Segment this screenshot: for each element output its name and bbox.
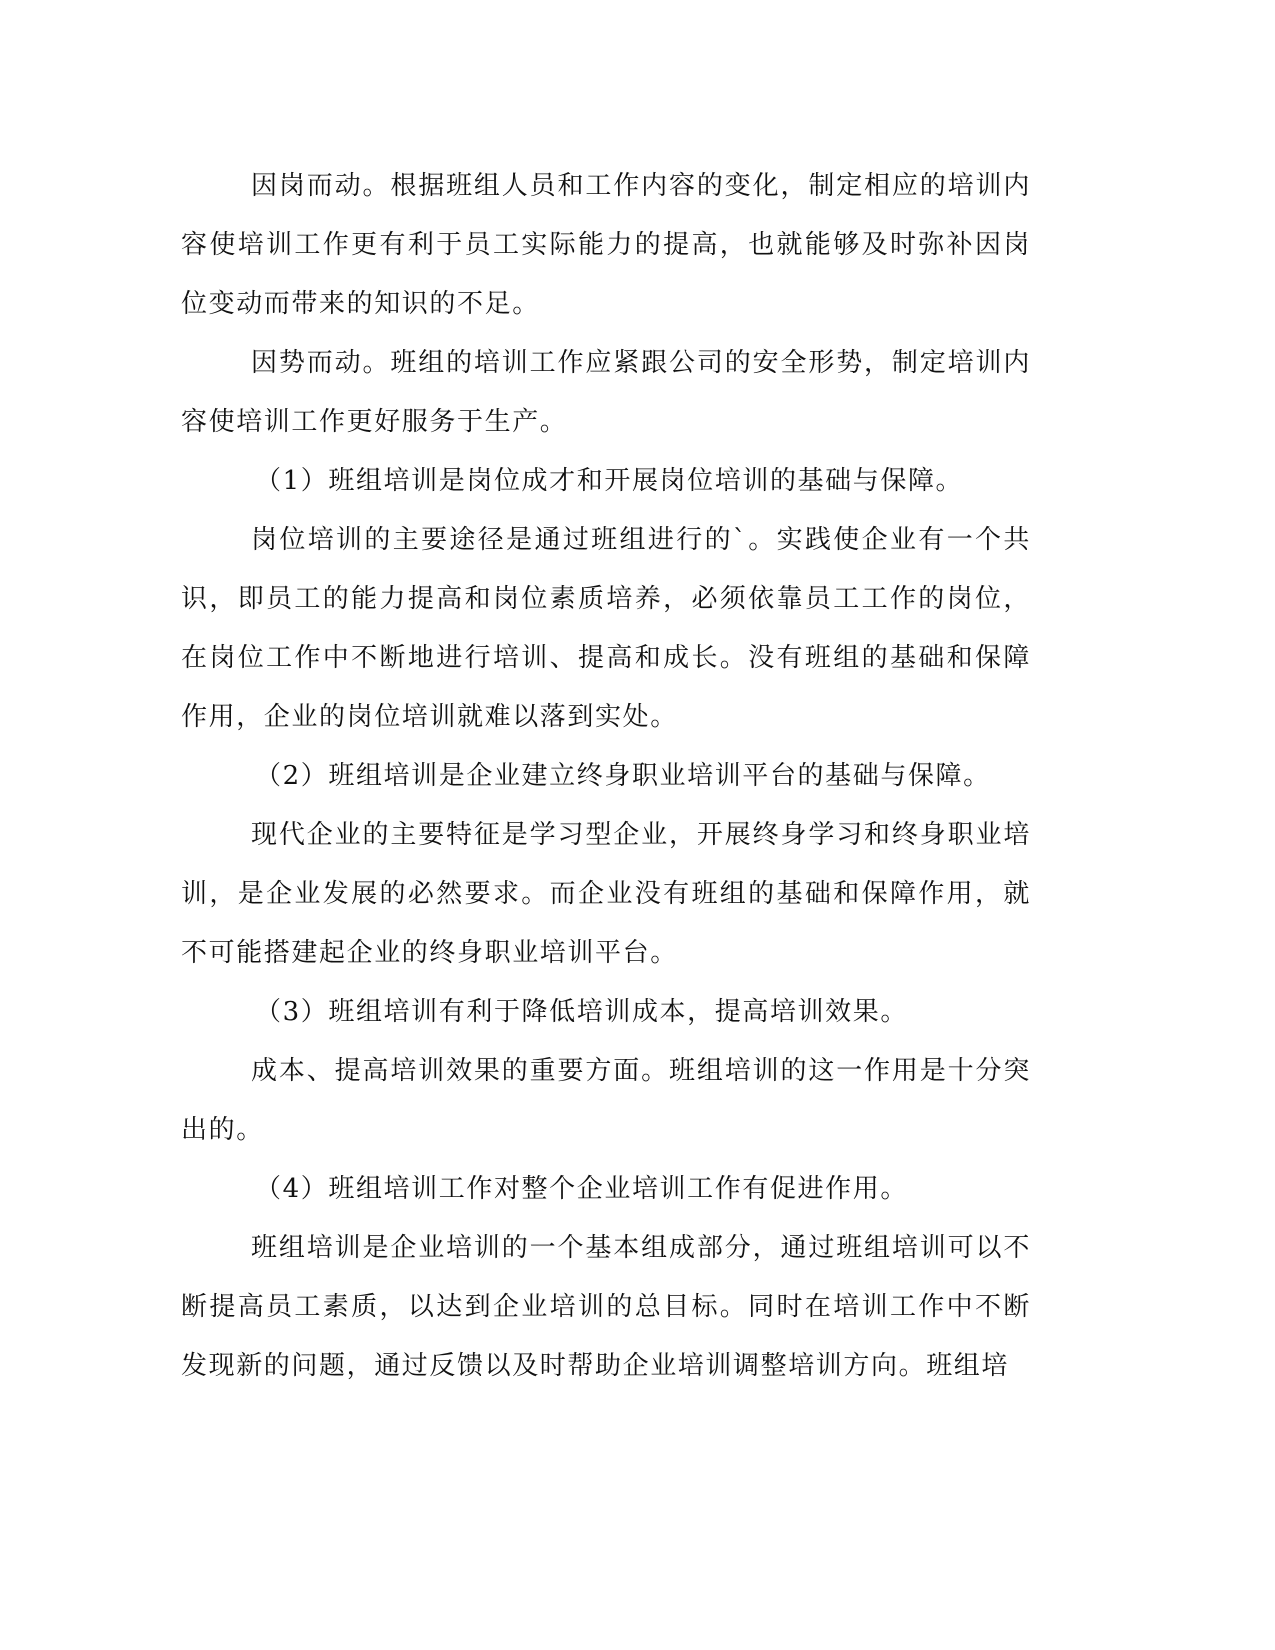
- section-heading-1: （1）班组培训是岗位成才和开展岗位培训的基础与保障。: [255, 466, 964, 496]
- document-body: [181, 157, 1031, 1396]
- section-heading-3: （3）班组培训有利于降低培训成本，提高培训效果。: [255, 997, 908, 1027]
- paragraph-section-1-body: 岗位培训的主要途径是通过班组进行的`。实践使企业有一个共识，即员工的能力提高和岗位素质培养，必须依靠员工工作的岗位，在岗位工作中不断地进行培训、提高和成长。没有班组的基础和保障作用，企业的岗位培训就难以落到实处。: [181, 525, 1031, 732]
- paragraph-section-2-body: 现代企业的主要特征是学习型企业，开展终身学习和终身职业培训，是企业发展的必然要求。而企业没有班组的基础和保障作用，就不可能搭建起企业的终身职业培训平台。: [181, 820, 1031, 968]
- section-heading-2: （2）班组培训是企业建立终身职业培训平台的基础与保障。: [255, 761, 991, 791]
- section-heading-4: （4）班组培训工作对整个企业培训工作有促进作用。: [255, 1174, 908, 1204]
- paragraph-situation-driven: 因势而动。班组的培训工作应紧跟公司的安全形势，制定培训内容使培训工作更好服务于生产。: [181, 348, 1031, 437]
- paragraph-position-driven: 因岗而动。根据班组人员和工作内容的变化，制定相应的培训内容使培训工作更有利于员工实际能力的提高，也就能够及时弥补因岗位变动而带来的知识的不足。: [181, 171, 1031, 319]
- paragraph-section-4-body: 班组培训是企业培训的一个基本组成部分，通过班组培训可以不断提高员工素质，以达到企业培训的总目标。同时在培训工作中不断发现新的问题，通过反馈以及时帮助企业培训调整培训方向。班组培: [181, 1233, 1031, 1381]
- paragraph-section-3-body: 成本、提高培训效果的重要方面。班组培训的这一作用是十分突出的。: [181, 1056, 1031, 1145]
